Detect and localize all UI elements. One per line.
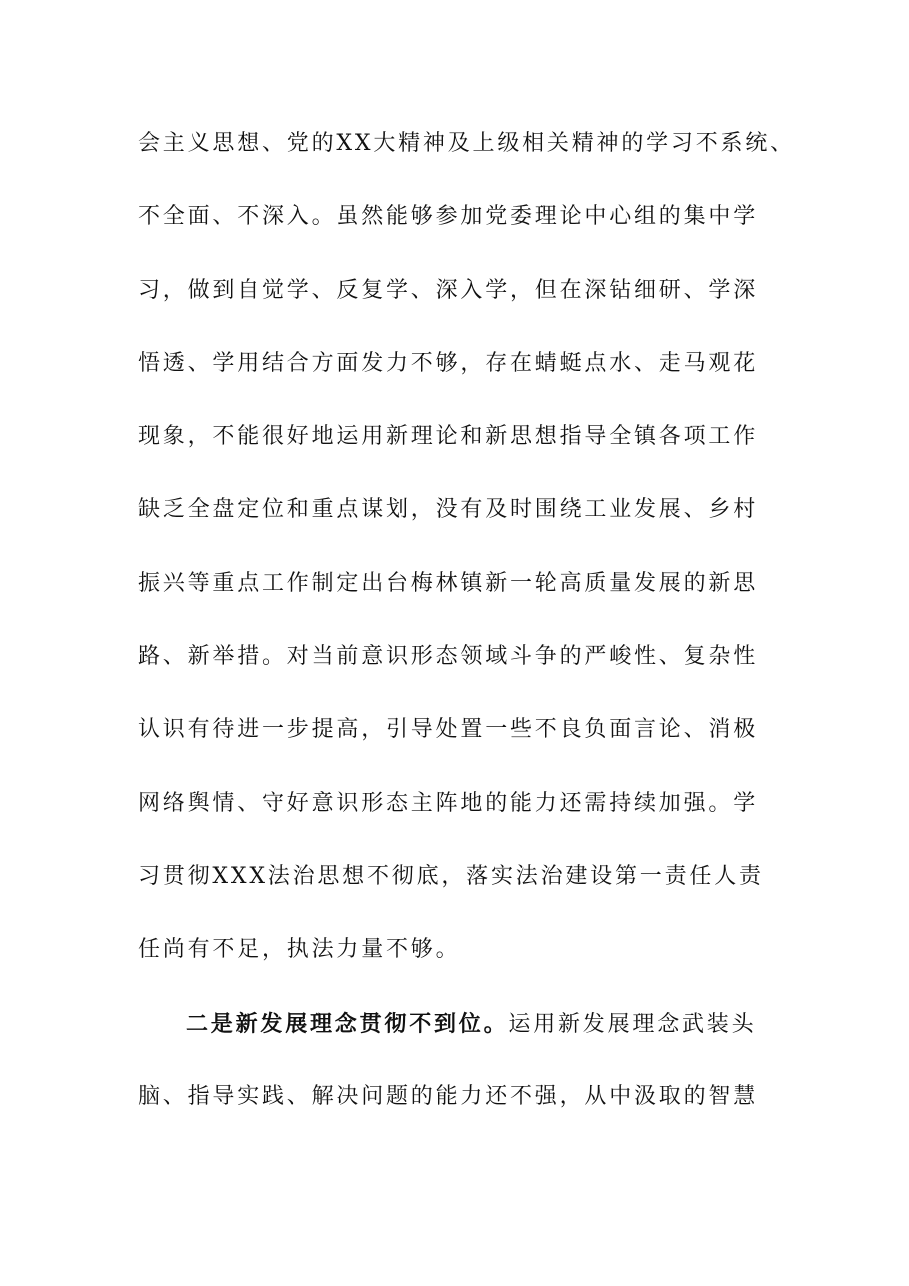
paragraph2-first-line-text: 运用新发展理念武装头 [508, 1011, 757, 1037]
paragraph-line-3: 习，做到自觉学、反复学、深入学，但在深钻细研、学深 [138, 277, 759, 303]
paragraph-line-12: 任尚有不足，执法力量不够。 [138, 937, 461, 963]
paragraph-line-4: 悟透、学用结合方面发力不够，存在蜻蜓点水、走马观花 [138, 350, 759, 376]
paragraph2-line-2: 脑、指导实践、解决问题的能力还不强，从中汲取的智慧 [138, 1083, 759, 1109]
paragraph-line-6: 缺乏全盘定位和重点谋划，没有及时围绕工业发展、乡村 [138, 497, 759, 523]
paragraph-line-1: 会主义思想、党的XX大精神及上级相关精神的学习不系统、 [138, 131, 795, 156]
paragraph-line-5: 现象，不能很好地运用新理论和新思想指导全镇各项工作 [138, 424, 759, 450]
paragraph2-first-line [138, 1002, 778, 1046]
document-body [138, 122, 795, 1148]
paragraph-line-2: 不全面、不深入。虽然能够参加党委理论中心组的集中学 [138, 204, 759, 230]
paragraph-line-9: 认识有待进一步提高，引导处置一些不良负面言论、消极 [138, 717, 759, 743]
paragraph-line-11: 习贯彻XXX法治思想不彻底，落实法治建设第一责任人责 [138, 863, 764, 889]
paragraph-line-10: 网络舆情、守好意识形态主阵地的能力还需持续加强。学 [138, 790, 759, 816]
paragraph2-heading: 二是新发展理念贯彻不到位。 [186, 1010, 509, 1037]
paragraph-line-8: 路、新举措。对当前意识形态领域斗争的严峻性、复杂性 [138, 644, 759, 670]
paragraph-line-7: 振兴等重点工作制定出台梅林镇新一轮高质量发展的新思 [138, 570, 759, 596]
